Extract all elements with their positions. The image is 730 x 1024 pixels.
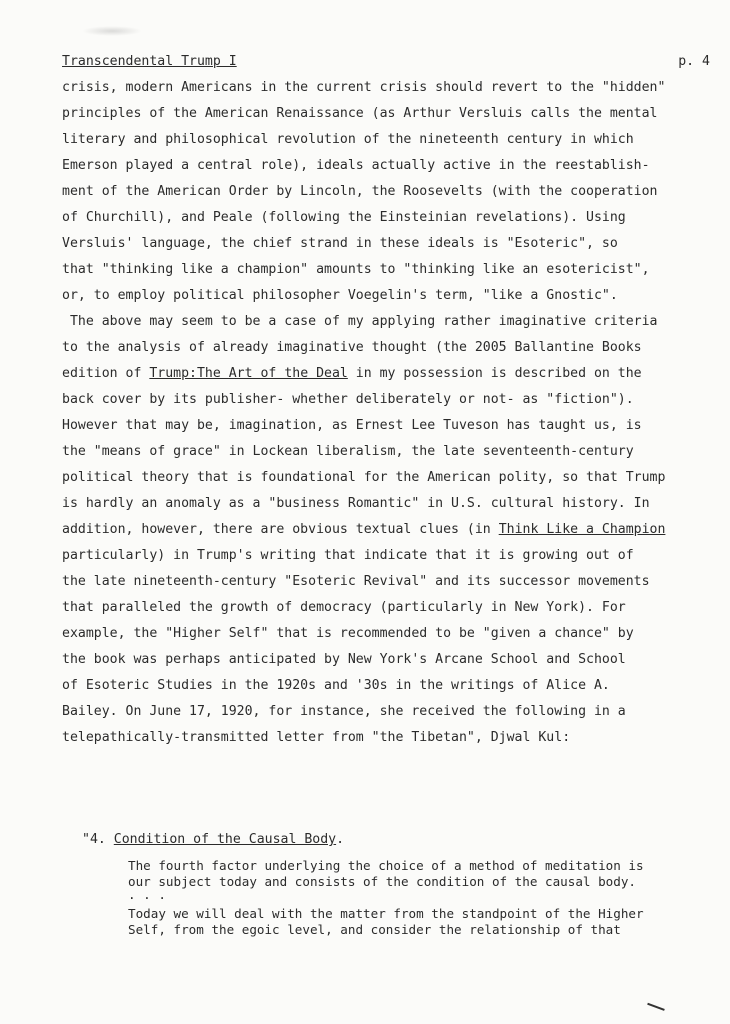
body-line: the "means of grace" in Lockean liberalism, the late seventeenth-century (62, 444, 634, 459)
quote-line: Today we will deal with the matter from the standpoint of the Higher (128, 906, 644, 921)
quote-line: our subject today and consists of the condition of the causal body. (128, 874, 636, 889)
body-line: political theory that is foundational for the American polity, so that Trump (62, 470, 666, 485)
quote-line: Self, from the egoic level, and consider the relationship of that (128, 922, 621, 937)
body-line: addition, however, there are obvious textual clues (in Think Like a Champion (62, 522, 666, 537)
body-line: ment of the American Order by Lincoln, the Roosevelts (with the cooperation (62, 184, 658, 199)
body-line: particularly) in Trump's writing that indicate that it is growing out of (62, 548, 634, 563)
body-line: telepathically-transmitted letter from "the Tibetan", Djwal Kul: (62, 730, 571, 745)
body-line: The above may seem to be a case of my applying rather imaginative criteria (62, 314, 658, 329)
ink-smudge (82, 26, 142, 36)
stray-mark (647, 997, 667, 1011)
quote-heading-end: . (336, 832, 345, 847)
body-line: edition of Trump:The Art of the Deal in my possession is described on the (62, 366, 642, 381)
body-line: back cover by its publisher- whether deliberately or not- as "fiction"). (62, 392, 634, 407)
body-line: literary and philosophical revolution of the nineteenth century in which (62, 132, 634, 147)
body-line: of Esoteric Studies in the 1920s and '30s in the writings of Alice A. (62, 678, 610, 693)
body-line: is hardly an anomaly as a "business Romantic" in U.S. cultural history. In (62, 496, 650, 511)
page-number: p. 4 (678, 54, 710, 69)
body-line: principles of the American Renaissance (as Arthur Versluis calls the mental (62, 106, 658, 121)
body-line: Emerson played a central role), ideals actually active in the reestablish- (62, 158, 650, 173)
body-line: that "thinking like a champion" amounts to "thinking like an esotericist", (62, 262, 650, 277)
document-title: Transcendental Trump I (62, 54, 237, 69)
body-line: to the analysis of already imaginative thought (the 2005 Ballantine Books (62, 340, 642, 355)
body-line: Versluis' language, the chief strand in these ideals is "Esoteric", so (62, 236, 618, 251)
quote-line: . . . (128, 887, 166, 902)
page-header (62, 54, 710, 74)
quote-heading (82, 832, 344, 848)
body-line: of Churchill), and Peale (following the Einsteinian revelations). Using (62, 210, 626, 225)
body-line: example, the "Higher Self" that is recommended to be "given a chance" by (62, 626, 634, 641)
body-line: the book was perhaps anticipated by New York's Arcane School and School (62, 652, 626, 667)
quote-line: The fourth factor underlying the choice of a method of meditation is (128, 858, 644, 873)
body-line: However that may be, imagination, as Ernest Lee Tuveson has taught us, is (62, 418, 642, 433)
body-line: the late nineteenth-century "Esoteric Revival" and its successor movements (62, 574, 650, 589)
body-line: crisis, modern Americans in the current crisis should revert to the "hidden" (62, 80, 666, 95)
quote-heading-number: "4. (82, 832, 106, 847)
quote-heading-title: Condition of the Causal Body (113, 832, 337, 847)
body-line: or, to employ political philosopher Voegelin's term, "like a Gnostic". (62, 288, 618, 303)
body-line: that paralleled the growth of democracy (particularly in New York). For (62, 600, 626, 615)
body-line: Bailey. On June 17, 1920, for instance, she received the following in a (62, 704, 626, 719)
